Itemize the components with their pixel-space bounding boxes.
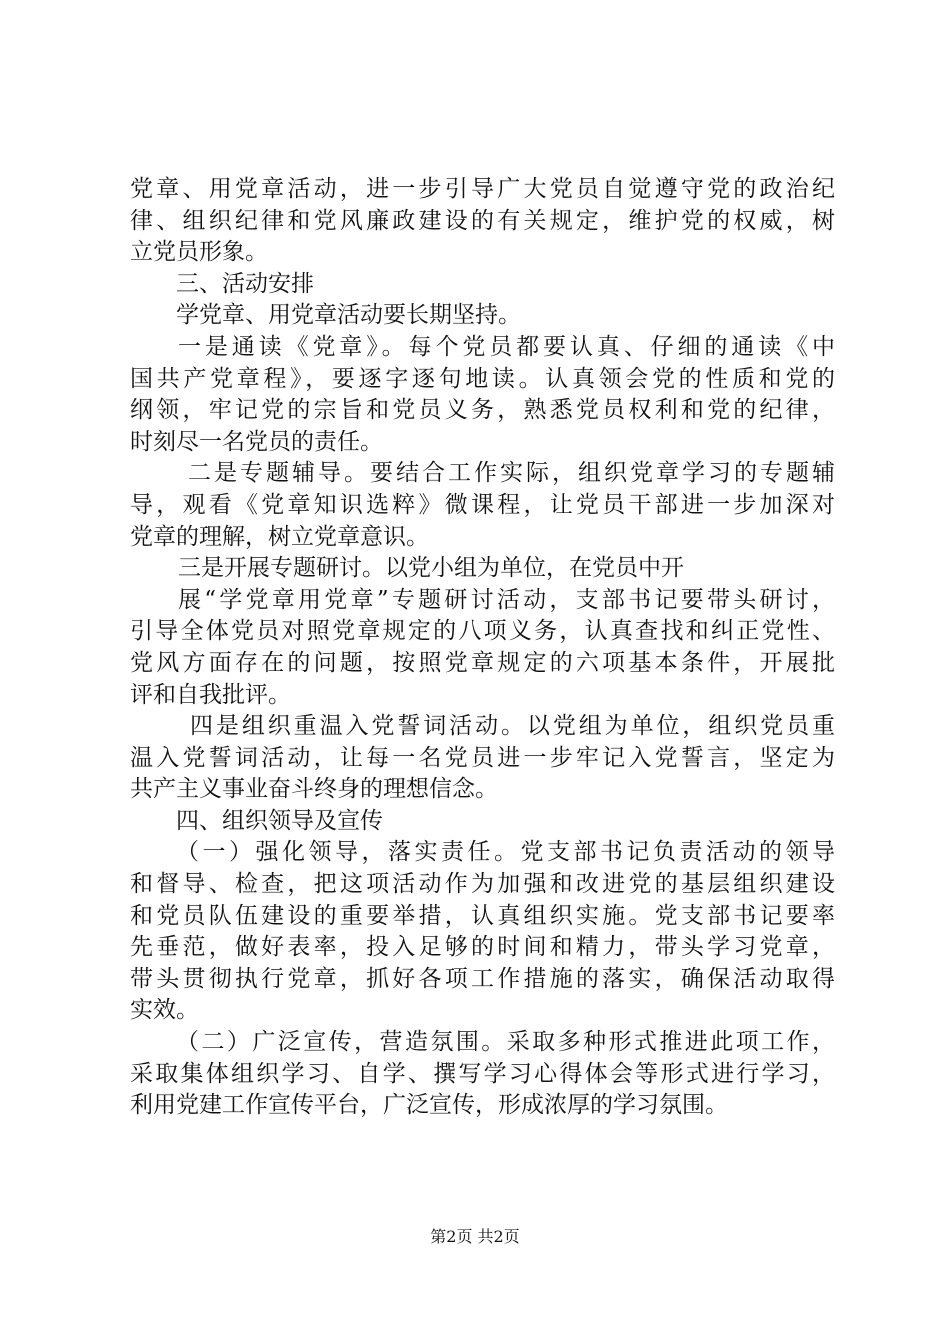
text-line: 三是开展专题研讨。以党小组为单位，在党员中开: [178, 555, 684, 582]
text-line: 采取集体组织学习、自学、撰写学习心得体会等形式进行学习，: [130, 1060, 835, 1087]
paragraph-sub-2: [130, 1027, 835, 1122]
text-line: 纲领，牢记党的宗旨和党员义务，熟悉党员权利和党的纪律，: [130, 397, 835, 424]
text-line: 和督导、检查，把这项活动作为加强和改进党的基层组织建设: [130, 871, 835, 898]
text-line: 评和自我批评。: [130, 681, 291, 708]
paragraph-item-3b: [130, 585, 835, 711]
text-line: 律、组织纪律和党风廉政建设的有关规定，维护党的权威，树: [130, 207, 835, 234]
text-line: 党风方面存在的问题，按照党章规定的六项基本条件，开展批: [130, 649, 835, 676]
text-line: 四是组织重温入党誓词活动。以党组为单位，组织党员重: [190, 713, 835, 740]
text-line: 立党员形象。: [130, 239, 268, 266]
section-heading-4: [130, 806, 835, 838]
text-line: 党章、用党章活动，进一步引导广大党员自觉遵守党的政治纪: [130, 176, 835, 202]
heading-line: 四、组织领导及宣传: [176, 807, 383, 834]
text-line: 一是通读《党章》。每个党员都要认真、仔细的通读《中: [178, 333, 835, 360]
text-line: 导，观看《党章知识选粹》微课程，让党员干部进一步加深对: [130, 491, 835, 518]
paragraph-item-4: [130, 711, 835, 806]
text-line: 和党员队伍建设的重要举措，认真组织实施。党支部书记要率: [130, 902, 835, 929]
heading-line: 三、活动安排: [176, 270, 314, 297]
text-line: （一）强化领导，落实责任。党支部书记负责活动的领导: [176, 839, 835, 866]
paragraph-long-term: [130, 300, 835, 332]
page-footer: [0, 1226, 950, 1248]
paragraph-item-1: [130, 332, 835, 458]
text-line: 时刻尽一名党员的责任。: [130, 428, 383, 455]
text-line: 展“学党章用党章”专题研讨活动，支部书记要带头研讨，: [178, 586, 835, 613]
text-line: 二是专题辅导。要结合工作实际，组织党章学习的专题辅: [188, 460, 835, 487]
section-heading-3: [130, 269, 835, 301]
text-line: 学党章、用党章活动要长期坚持。: [176, 302, 521, 329]
text-line: （二）广泛宣传，营造氛围。采取多种形式推进此项工作，: [176, 1029, 835, 1056]
paragraph-item-2: [130, 458, 835, 553]
text-line: 党章的理解，树立党章意识。: [130, 523, 429, 550]
document-body: [130, 174, 835, 1122]
text-line: 温入党誓词活动，让每一名党员进一步牢记入党誓言，坚定为: [130, 744, 835, 771]
text-line: 利用党建工作宣传平台，广泛宣传，形成浓厚的学习氛围。: [130, 1092, 728, 1119]
paragraph-item-3a: [130, 553, 835, 585]
paragraph-sub-1: [130, 837, 835, 1027]
text-line: 先垂范，做好表率，投入足够的时间和精力，带头学习党章，: [130, 934, 835, 961]
text-line: 共产主义事业奋斗终身的理想信念。: [130, 776, 498, 803]
page-number-label: 第2页 共2页: [430, 1227, 520, 1246]
paragraph-intro-end: [130, 174, 835, 269]
text-line: 带头贯彻执行党章，抓好各项工作措施的落实，确保活动取得: [130, 965, 835, 992]
text-line: 国共产党章程》，要逐字逐句地读。认真领会党的性质和党的: [130, 365, 835, 392]
text-line: 引导全体党员对照党章规定的八项义务，认真查找和纠正党性、: [130, 618, 835, 645]
text-line: 实效。: [130, 997, 199, 1024]
